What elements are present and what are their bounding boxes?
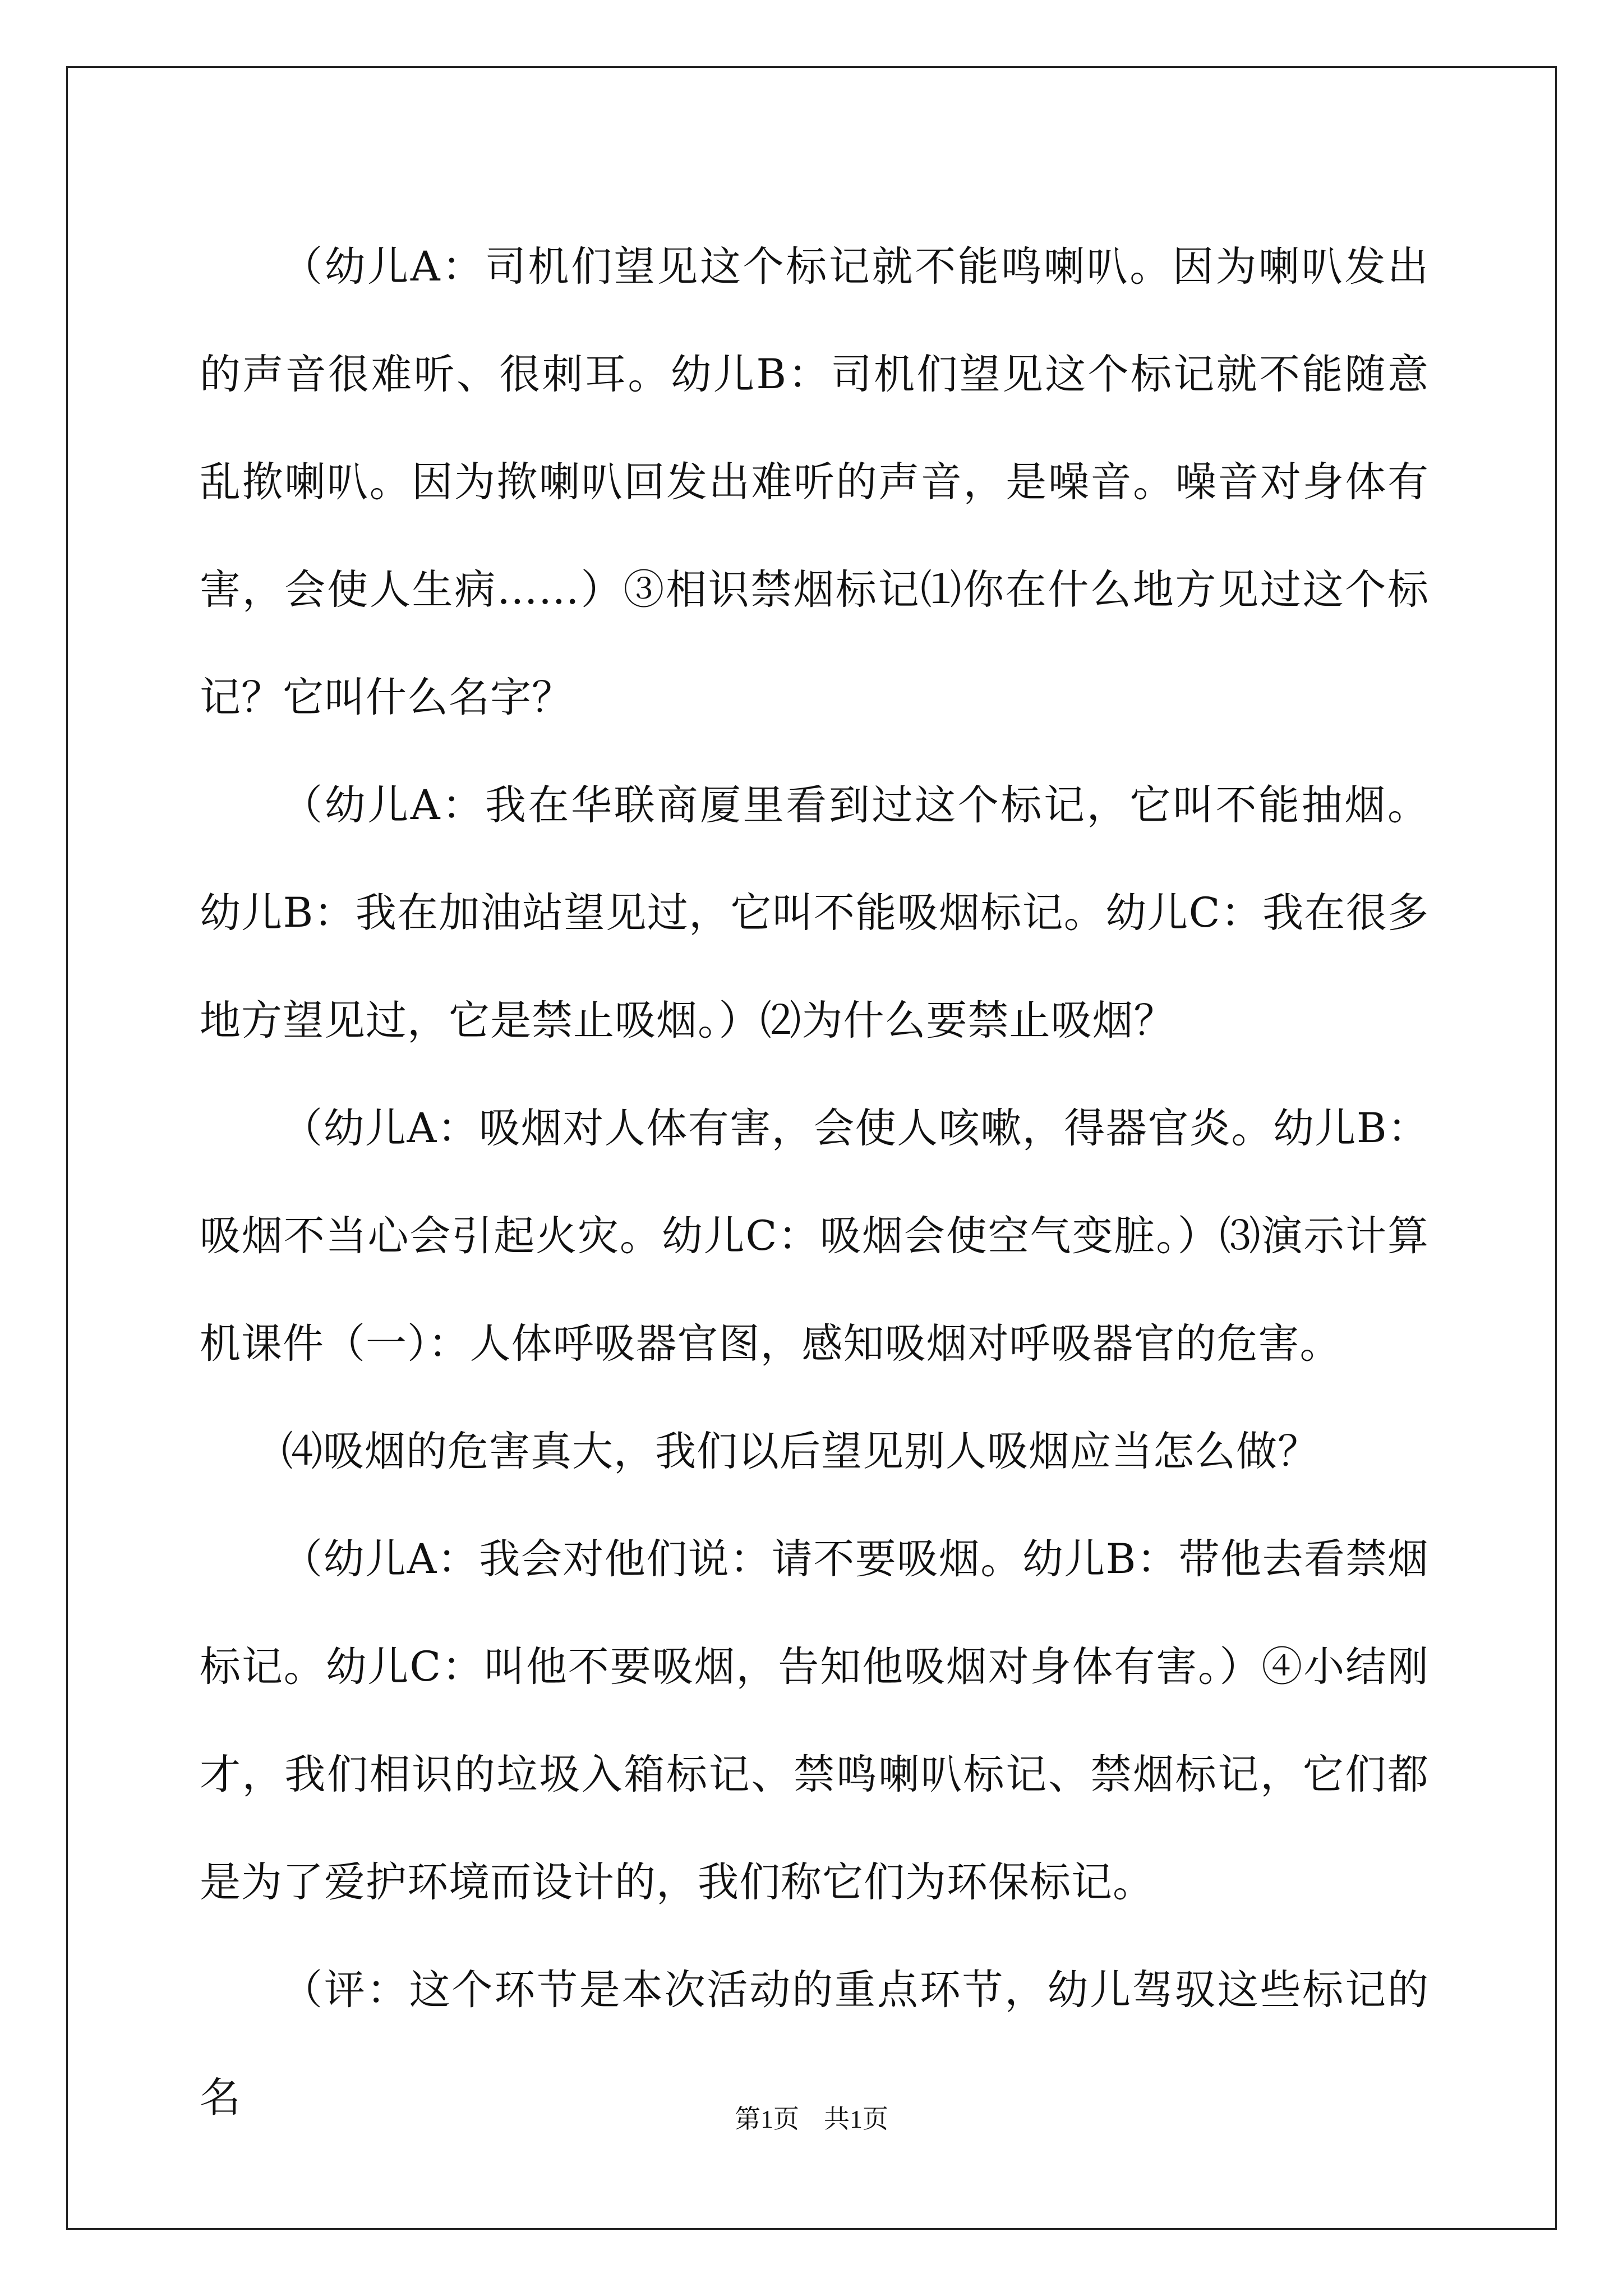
page-number-current: 第1页 [735, 2105, 799, 2133]
page-footer [0, 2102, 1623, 2136]
paragraph-3: （幼儿A：吸烟对人体有害，会使人咳嗽，得器官炎。幼儿B：吸烟不当心会引起火灾。幼儿C：吸烟会使空气变脏。）⑶演示计算机课件（一）：人体呼吸器官图，感知吸烟对呼吸器官的危害。 [200, 1105, 1429, 1368]
paragraph-2: （幼儿A：我在华联商厦里看到过这个标记，它叫不能抽烟。幼儿B：我在加油站望见过，它叫不能吸烟标记。幼儿C：我在很多地方望见过，它是禁止吸烟。）⑵为什么要禁止吸烟？ [200, 781, 1429, 1045]
page-number-total: 共1页 [824, 2105, 888, 2133]
paragraph-6: （评：这个环节是本次活动的重点环节，幼儿驾驭这些标记的名 [200, 1966, 1429, 2122]
paragraph-4: ⑷吸烟的危害真大，我们以后望见别人吸烟应当怎么做？ [282, 1428, 1319, 1475]
paragraph-5: （幼儿A：我会对他们说：请不要吸烟。幼儿B：带他去看禁烟标记。幼儿C：叫他不要吸烟，告知他吸烟对身体有害。）④小结刚才，我们相识的垃圾入箱标记、禁鸣喇叭标记、禁烟标记，它们都是为了爱护环境而设计的，我们称它们为环保标记。 [200, 1535, 1429, 1906]
paragraph-1: （幼儿A：司机们望见这个标记就不能鸣喇叭。因为喇叭发出的声音很难听、很刺耳。幼儿B：司机们望见这个标记就不能随意乱揿喇叭。因为揿喇叭回发出难听的声音，是噪音。噪音对身体有害，会使人生病……）③相识禁烟标记⑴你在什么地方见过这个标记？它叫什么名字？ [200, 243, 1429, 721]
document-body [200, 213, 1429, 2152]
